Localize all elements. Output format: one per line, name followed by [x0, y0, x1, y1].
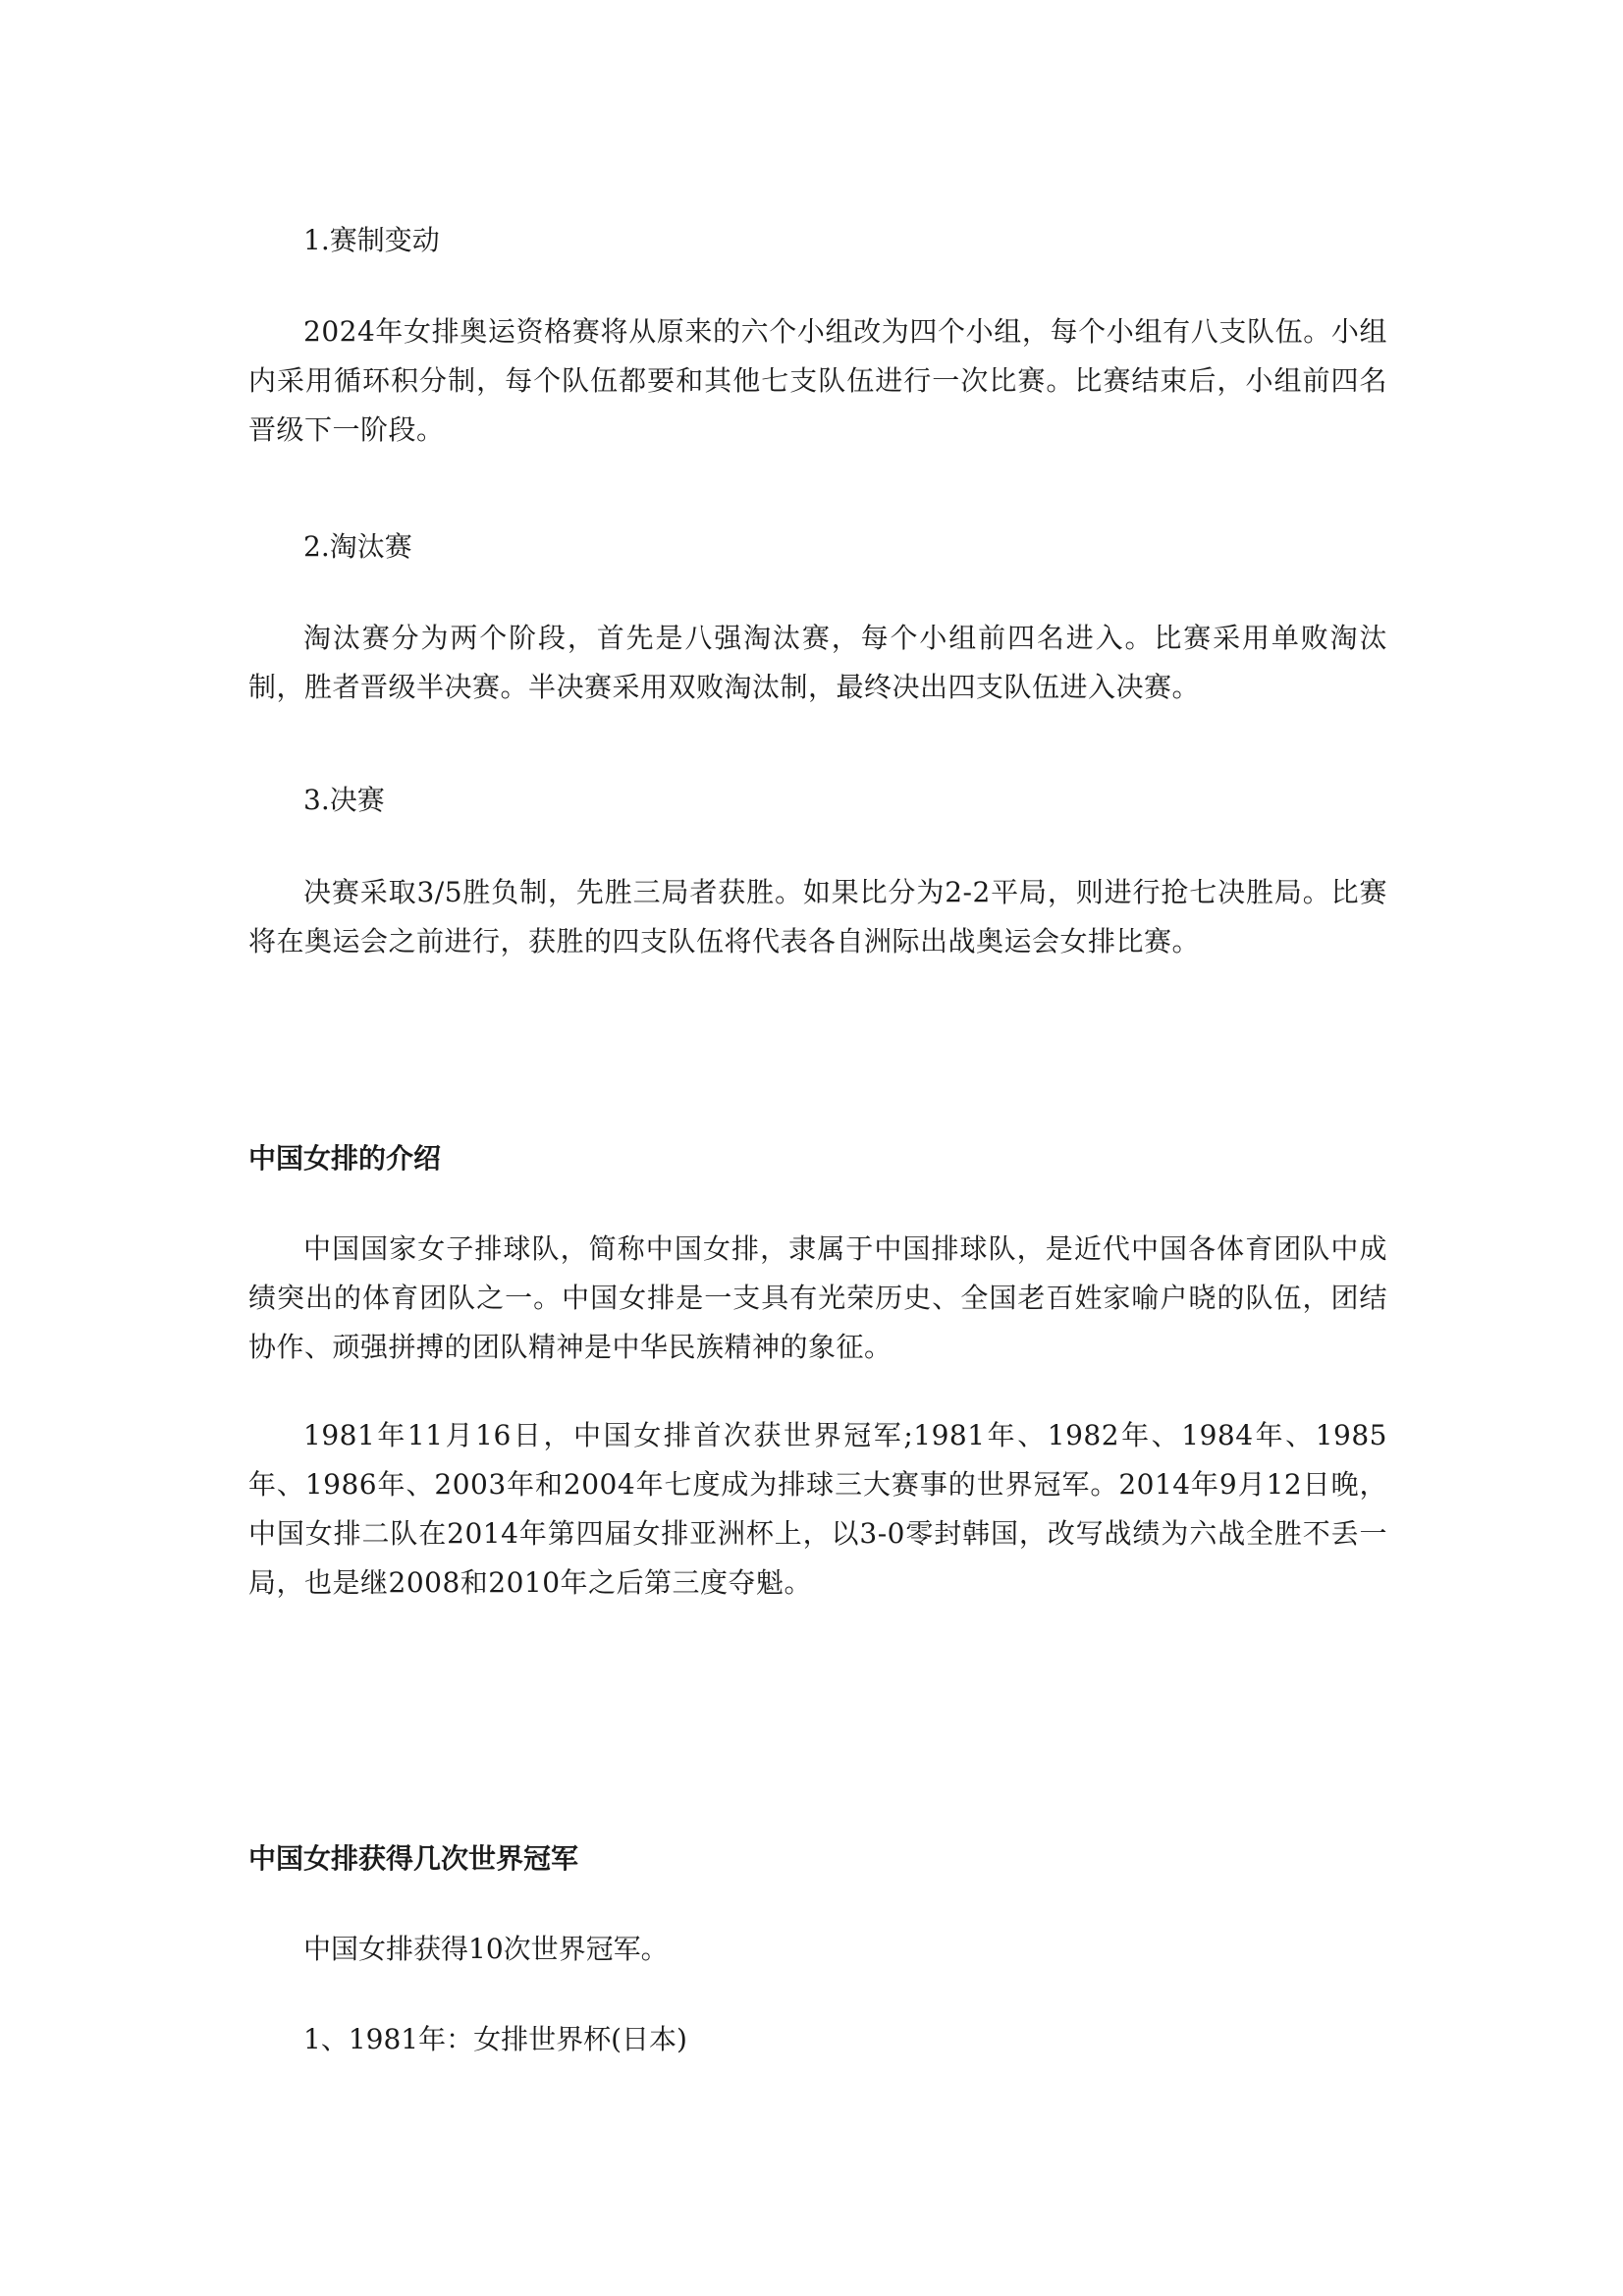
format-item-2-body: 淘汰赛分为两个阶段，首先是八强淘汰赛，每个小组前四名进入。比赛采用单败淘汰制，胜者晋级半决赛。半决赛采用双败淘汰制，最终决出四支队伍进入决赛。	[248, 622, 1387, 703]
format-item-2-title: 2.淘汰赛	[303, 530, 412, 563]
format-item-1-body: 2024年女排奥运资格赛将从原来的六个小组改为四个小组，每个小组有八支队伍。小组内采用循环积分制，每个队伍都要和其他七支队伍进行一次比赛。比赛结束后，小组前四名晋级下一阶段。	[248, 315, 1387, 446]
section-heading-titles: 中国女排获得几次世界冠军	[248, 1842, 579, 1875]
section-heading-intro: 中国女排的介绍	[248, 1142, 442, 1175]
format-item-1-title: 1.赛制变动	[303, 224, 440, 256]
intro-paragraph-1: 中国国家女子排球队，简称中国女排，隶属于中国排球队，是近代中国各体育团队中成绩突出的体育团队之一。中国女排是一支具有光荣历史、全国老百姓家喻户晓的队伍，团结协作、顽强拼搏的团队精神是中华民族精神的象征。	[248, 1232, 1387, 1363]
titles-summary: 中国女排获得10次世界冠军。	[303, 1933, 669, 1965]
format-item-3-body: 决赛采取3/5胜负制，先胜三局者获胜。如果比分为2-2平局，则进行抢七决胜局。比赛将在奥运会之前进行，获胜的四支队伍将代表各自洲际出战奥运会女排比赛。	[248, 876, 1387, 957]
intro-paragraph-2: 1981年11月16日，中国女排首次获世界冠军;1981年、1982年、1984年、1985年、1986年、2003年和2004年七度成为排球三大赛事的世界冠军。2014年9月12日晚，中国女排二队在2014年第四届女排亚洲杯上，以3-0零封韩国，改写战绩为六战全胜不丢一局，也是继2008和2010年之后第三度夺魁。	[248, 1419, 1387, 1599]
titles-list-item-1: 1、1981年：女排世界杯(日本)	[303, 2023, 687, 2055]
format-item-3-title: 3.决赛	[303, 784, 385, 816]
